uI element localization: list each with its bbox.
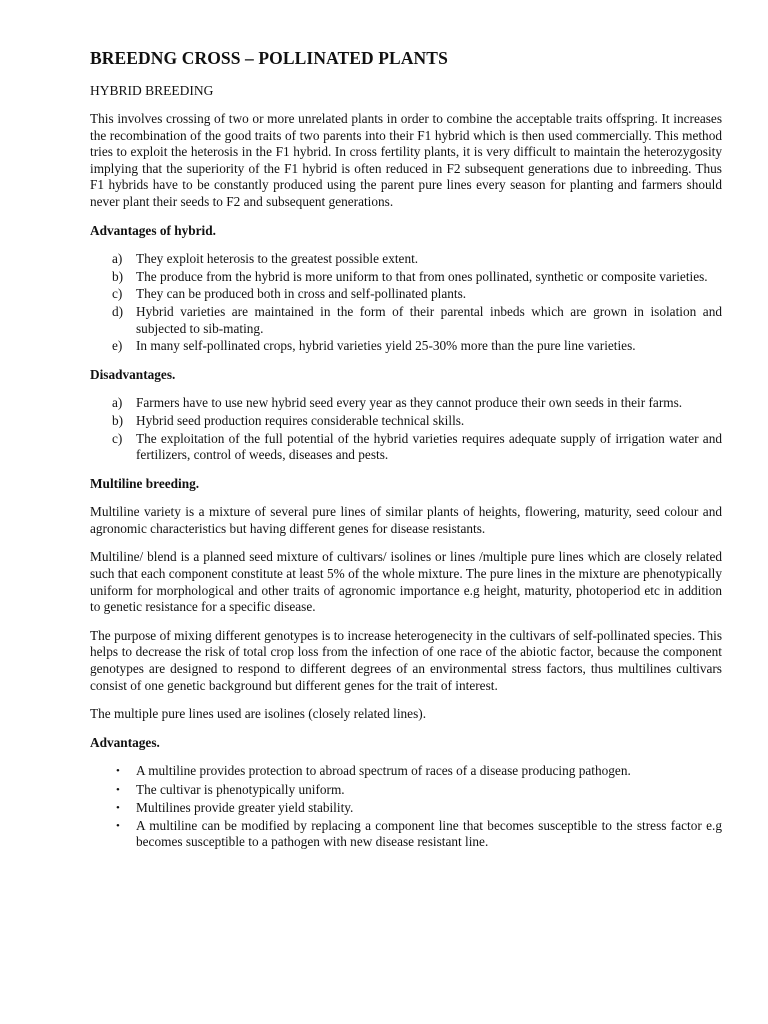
list-marker: e) — [112, 338, 123, 354]
list-item-text: Hybrid seed production requires considerable technical skills. — [136, 412, 465, 428]
list-item — [90, 431, 722, 464]
list-item-text: Multilines provide greater yield stability. — [136, 799, 354, 815]
bullet-icon: • — [116, 783, 120, 796]
list-marker: c) — [112, 286, 123, 302]
list-item-text: Farmers have to use new hybrid seed every year as they cannot produce their own seeds in their farms. — [136, 395, 683, 411]
list-item — [90, 269, 722, 286]
disadvantages-list — [90, 395, 722, 463]
list-item-text: The cultivar is phenotypically uniform. — [136, 781, 345, 797]
intro-paragraph: This involves crossing of two or more unrelated plants in order to combine the acceptable traits offspring. It increases the recombination of the good traits of two parents into their F1 hybrid which is then used commercially. This method tries to exploit the heterosis in the F1 hybrid. In cross fertility plants, it is very difficult to maintain the heterozygosity implying that the superiority of the F1 hybrid is often reduced in F2 subsequent generations due to inbreeding. Thus F1 hybrids have to be constantly produced using the parent pure lines every season for planting and farmers should never plant their seeds to F2 and subsequent generations. — [90, 111, 722, 209]
multiline-paragraph: Multiline/ blend is a planned seed mixture of cultivars/ isolines or lines /multiple pure lines which are closely related such that each component constitute at least 5% of the whole mixture. The pure lines in the mixture are phenotypically uniform for morphological and other traits of agronomic importance e.g height, maturity, photoperiod etc in addition to genetic resistance for a specific disease. — [90, 549, 722, 615]
list-item — [90, 818, 722, 851]
list-marker: a) — [112, 395, 123, 411]
list-item — [90, 338, 722, 355]
multiline-paragraph: The purpose of mixing different genotypes is to increase heterogenecity in the cultivars of self-pollinated species. This helps to decrease the risk of total crop loss from the infection of one race of the abiotic factor, because the component genotypes are designed to respond to different degrees of an environmental stress factors, thus multilines cultivars consist of one genetic background but different genes for the trait of interest. — [90, 627, 722, 693]
multiline-paragraph: The multiple pure lines used are isolines (closely related lines). — [90, 706, 427, 722]
list-item-text: They can be produced both in cross and self-pollinated plants. — [136, 286, 467, 302]
list-item-text: In many self-pollinated crops, hybrid varieties yield 25-30% more than the pure line varieties. — [136, 338, 636, 354]
disadvantages-heading: Disadvantages. — [90, 366, 176, 382]
advantages-hybrid-list — [90, 251, 722, 355]
list-marker: b) — [112, 268, 124, 284]
list-item-text: A multiline provides protection to abroad spectrum of races of a disease producing pathogen. — [136, 763, 631, 779]
advantages-multiline-heading: Advantages. — [90, 734, 160, 750]
list-item — [90, 304, 722, 337]
list-item — [90, 800, 722, 817]
list-item-text: They exploit heterosis to the greatest possible extent. — [136, 251, 419, 267]
bullet-icon: • — [116, 819, 120, 832]
multiline-paragraph: Multiline variety is a mixture of several pure lines of similar plants of heights, flowering, maturity, seed colour and agronomic characteristics but having different genes for disease resistants. — [90, 504, 722, 536]
list-item — [90, 286, 722, 303]
list-item-text: Hybrid varieties are maintained in the form of their parental inbeds which are grown in isolation and subjected to sib-mating. — [136, 303, 722, 336]
list-item — [90, 251, 722, 268]
advantages-multiline-list — [90, 763, 722, 850]
section-title: HYBRID BREEDING — [90, 83, 214, 98]
list-marker: c) — [112, 430, 123, 446]
document-title: BREEDNG CROSS – POLLINATED PLANTS — [90, 48, 448, 68]
list-item-text: The produce from the hybrid is more uniform to that from ones pollinated, synthetic or composite varieties. — [136, 268, 708, 284]
list-marker: b) — [112, 412, 124, 428]
list-marker: d) — [112, 303, 124, 319]
list-item — [90, 763, 722, 780]
list-item — [90, 782, 722, 799]
list-item — [90, 395, 722, 412]
bullet-icon: • — [116, 801, 120, 814]
list-marker: a) — [112, 251, 123, 267]
multiline-heading: Multiline breeding. — [90, 475, 200, 491]
advantages-hybrid-heading: Advantages of hybrid. — [90, 222, 216, 238]
list-item — [90, 413, 722, 430]
list-item-text: The exploitation of the full potential of the hybrid varieties requires adequate supply of irrigation water and fertilizers, control of weeds, diseases and pests. — [136, 430, 722, 463]
bullet-icon: • — [116, 765, 120, 778]
list-item-text: A multiline can be modified by replacing a component line that becomes susceptible to the stress factor e.g becomes susceptible to a pathogen with new disease resistant line. — [136, 817, 722, 850]
